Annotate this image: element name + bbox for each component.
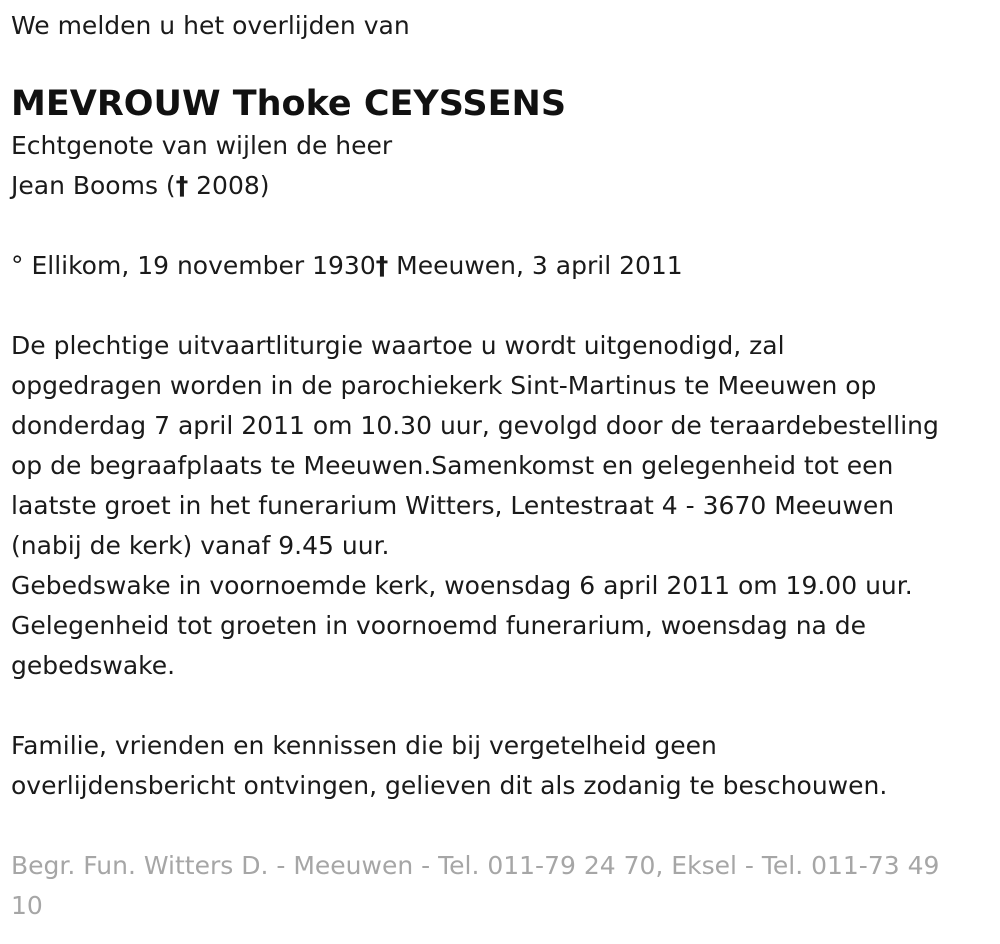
funeral-line: De plechtige uitvaartliturgie waartoe u wordt uitgenodigd, zal — [11, 331, 785, 360]
footer-line: 10 — [11, 891, 43, 920]
spouse-line-1: Echtgenote van wijlen de heer — [11, 131, 393, 160]
funeral-line: op de begraafplaats te Meeuwen.Samenkomst en gelegenheid tot een — [11, 451, 894, 480]
death-info: Meeuwen, 3 april 2011 — [388, 251, 683, 280]
birth-death-line — [11, 246, 1000, 286]
funeral-line: (nabij de kerk) vanaf 9.45 uur. — [11, 531, 390, 560]
funeral-line: laatste groet in het funerarium Witters, Lentestraat 4 - 3670 Meeuwen — [11, 491, 895, 520]
spacer — [11, 206, 1000, 246]
intro-text: We melden u het overlijden van — [11, 11, 410, 40]
deceased-name: MEVROUW Thoke CEYSSENS — [11, 84, 567, 124]
funeral-line: Gelegenheid tot groeten in voornoemd funerarium, woensdag na de — [11, 611, 867, 640]
notice-text — [11, 726, 1000, 806]
notice-line: overlijdensbericht ontvingen, gelieven dit als zodanig te beschouwen. — [11, 771, 888, 800]
funeral-details — [11, 326, 1000, 686]
cross-icon: † — [175, 171, 189, 200]
spacer — [11, 286, 1000, 326]
funeral-home-footer — [11, 846, 1000, 926]
funeral-line: opgedragen worden in de parochiekerk Sint-Martinus te Meeuwen op — [11, 371, 877, 400]
spacer — [11, 686, 1000, 726]
funeral-line: Gebedswake in voornoemde kerk, woensdag 6 april 2011 om 19.00 uur. — [11, 571, 913, 600]
footer-line: Begr. Fun. Witters D. - Meeuwen - Tel. 011-79 24 70, Eksel - Tel. 011-73 49 — [11, 851, 940, 880]
cross-icon: † — [375, 251, 389, 280]
spouse-death-year: 2008) — [188, 171, 270, 200]
funeral-line: donderdag 7 april 2011 om 10.30 uur, gevolgd door de teraardebestelling — [11, 411, 939, 440]
spouse-line-2 — [11, 166, 1000, 206]
notice-line: Familie, vrienden en kennissen die bij vergetelheid geen — [11, 731, 717, 760]
birth-info: ° Ellikom, 19 november 1930 — [11, 251, 376, 280]
funeral-line: gebedswake. — [11, 651, 176, 680]
spouse-name: Jean Booms ( — [11, 171, 176, 200]
spacer — [11, 806, 1000, 846]
